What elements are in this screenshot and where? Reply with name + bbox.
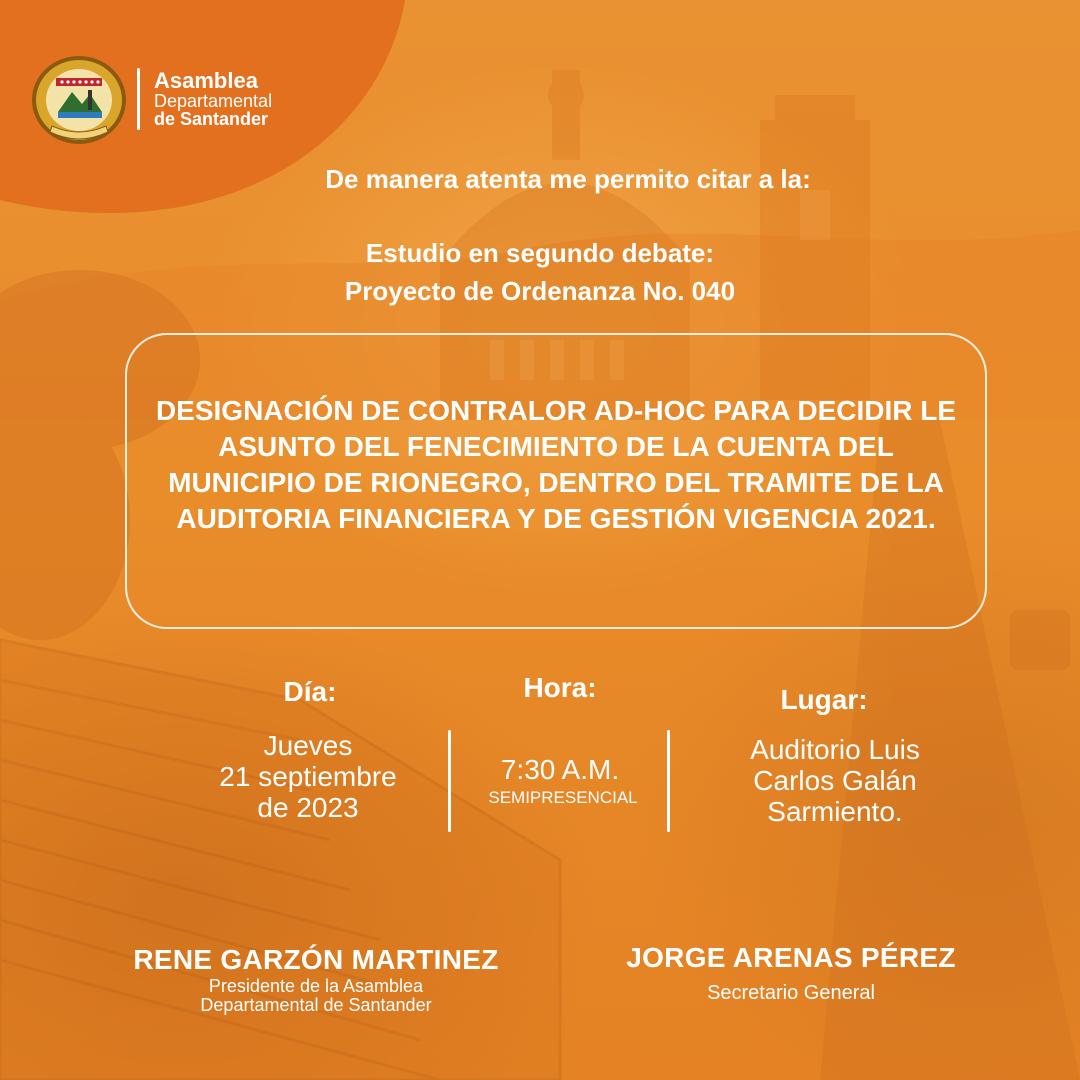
logo-divider xyxy=(137,68,140,130)
day-date: 21 septiembre xyxy=(219,761,397,792)
signatory-president-role xyxy=(96,977,536,1015)
day-value xyxy=(180,730,436,823)
day-label: Día: xyxy=(283,676,337,707)
time-value: 7:30 A.M. xyxy=(500,754,620,785)
place-label: Lugar: xyxy=(780,684,868,715)
org-name-line3: de Santander xyxy=(154,109,269,129)
day-weekday: Jueves xyxy=(263,730,353,761)
place-line1: Auditorio Luis xyxy=(750,734,920,765)
signatory-secretary-name: JORGE ARENAS PÉREZ xyxy=(626,942,956,973)
president-role-line1: Presidente de la Asamblea xyxy=(208,976,424,996)
signatory-secretary-role: Secretario General xyxy=(707,982,875,1004)
org-name-line1: Asamblea xyxy=(154,68,258,93)
signatory-president-name: RENE GARZÓN MARTINEZ xyxy=(133,944,499,975)
debate-line: Estudio en segundo debate: xyxy=(365,238,715,268)
president-role-line2: Departamental de Santander xyxy=(200,995,432,1015)
place-line3: Sarmiento. xyxy=(767,796,903,827)
org-name-line2: Departamental xyxy=(154,91,273,111)
organization-name xyxy=(154,70,272,128)
divider-right xyxy=(667,730,670,832)
department-seal-logo xyxy=(30,54,128,146)
ordinance-number: Proyecto de Ordenanza No. 040 xyxy=(344,276,736,306)
place-value xyxy=(700,734,970,827)
intro-text: De manera atenta me permito citar a la: xyxy=(325,164,811,194)
time-mode: SEMIPRESENCIAL xyxy=(488,788,638,807)
time-label: Hora: xyxy=(523,672,597,703)
subject-text: DESIGNACIÓN DE CONTRALOR AD-HOC PARA DECIDIR LE ASUNTO DEL FENECIMIENTO DE LA CUENTA DEL MUNICIPIO DE RIONEGRO, DENTRO DEL TRAMITE DE LA AUDITORIA FINANCIERA Y DE GESTIÓN VIGENCIA 2021. xyxy=(155,395,957,534)
day-year: de 2023 xyxy=(257,792,359,823)
divider-left xyxy=(448,730,451,832)
place-line2: Carlos Galán xyxy=(753,765,917,796)
